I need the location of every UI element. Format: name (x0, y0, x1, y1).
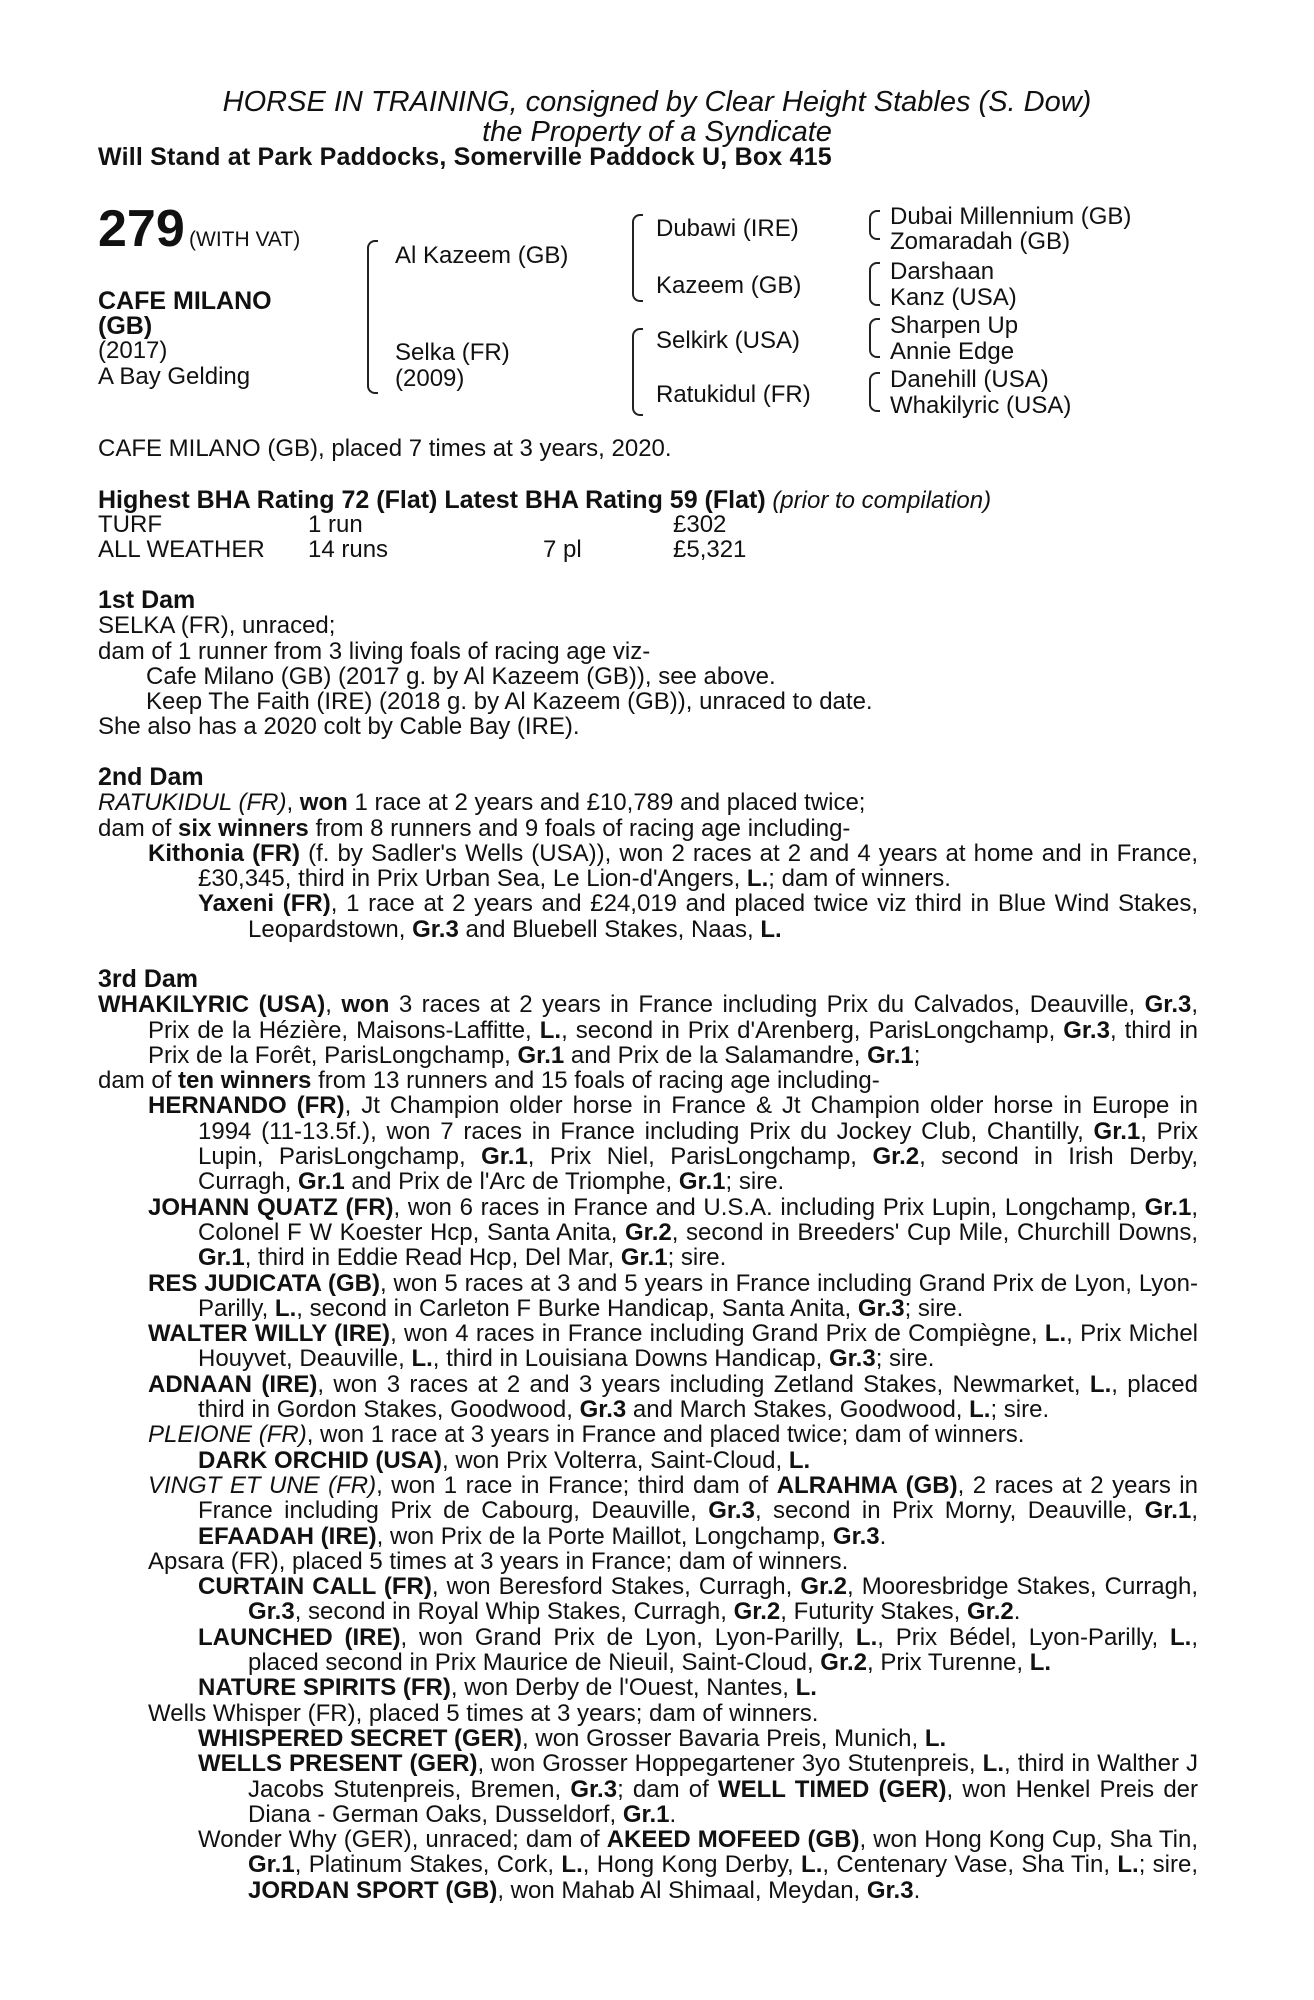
text: ; (913, 1041, 921, 1069)
text: , won 1 race in France; third dam of (376, 1471, 777, 1499)
text: , Centenary Vase, Sha Tin, (822, 1851, 1118, 1879)
text: , Prix Lupin, ParisLongchamp, (198, 1117, 1198, 1171)
grade: L. (1044, 1320, 1067, 1348)
text: , placed second in Prix Maurice de Nieuil, Saint-Cloud, (248, 1623, 1198, 1677)
pedigree-dds: Danehill (USA) (890, 366, 1049, 393)
grade: Gr.3 (579, 1396, 627, 1424)
horse-name: RES JUDICATA (GB) (148, 1269, 380, 1297)
grade: Gr.1 (517, 1041, 565, 1069)
first-dam-line: Cafe Milano (GB) (2017 g. by Al Kazeem (GB)), see above. (146, 662, 776, 690)
produce-entry (98, 1726, 1198, 1751)
text: Apsara (FR), placed 5 times at 3 years in France; dam of winners. (148, 1547, 849, 1575)
race-summary: CAFE MILANO (GB), placed 7 times at 3 years, 2020. (98, 435, 672, 462)
perf-runs: 1 run (308, 511, 363, 538)
text: , won Mahab Al Shimaal, Meydan, (497, 1876, 867, 1904)
horse-name: DARK ORCHID (USA) (198, 1446, 442, 1474)
text: dam of (98, 1067, 179, 1095)
grade: Gr.3 (832, 1522, 880, 1550)
winners-count: six winners (178, 814, 309, 842)
pedigree-brace-ds (869, 318, 880, 358)
text: , second in Prix Morny, Deauville, (754, 1497, 1145, 1525)
grade: Gr.1 (620, 1244, 668, 1272)
text: , Mooresbridge Stakes, Curragh, (847, 1573, 1199, 1601)
text: , Prix Bédel, Lyon-Parilly, (877, 1623, 1170, 1651)
produce-entry (98, 1093, 1198, 1194)
text: , Hong Kong Derby, (582, 1851, 802, 1879)
text: , second in Irish Derby, Curragh, (198, 1143, 1198, 1196)
produce-entry (98, 1372, 1198, 1423)
won-label: won (299, 789, 348, 817)
grade: L. (760, 915, 782, 943)
text: , placed third in Gordon Stakes, Goodwood, (198, 1370, 1198, 1424)
third-dam-entry: WHAKILYRIC (USA), won 3 races at 2 years in France including Prix du Calvados, Deauville, Gr.3, Prix de la Hézière, Maisons-Laffitte, L., second in Prix d'Arenberg, ParisLongchamp, Gr.3, third in Prix de la Forêt, ParisLongchamp, Gr.1 and Prix de la Salamandre, Gr.1; (98, 991, 1199, 1069)
text: , won Hong Kong Cup, Sha Tin, (859, 1826, 1199, 1854)
perf-runs: 14 runs (308, 536, 389, 563)
horse-name: WELLS PRESENT (GER) (198, 1750, 478, 1778)
text: , second in Prix d'Arenberg, ParisLongchamp, (561, 1016, 1064, 1044)
horse-name: Kithonia (FR) (148, 839, 301, 867)
text: 1 race at 2 years and £10,789 and placed twice; (347, 789, 866, 817)
pedigree-brace-sd (869, 262, 880, 306)
pedigree-sire-dam: Kazeem (GB) (656, 272, 802, 299)
grade: Gr.1 (298, 1168, 345, 1196)
text: ; dam of (617, 1775, 718, 1803)
text: . (1013, 1598, 1021, 1626)
grade: L. (746, 865, 769, 893)
text: , third in Prix de la Forêt, ParisLongchamp, (148, 1016, 1198, 1069)
text: Wells Whisper (FR), placed 5 times at 3 years; dam of winners. (148, 1699, 819, 1727)
perf-earnings: £5,321 (673, 536, 747, 563)
text: , won 4 races in France including Grand Prix de Compiègne, (390, 1320, 1045, 1348)
grade: Gr.2 (967, 1598, 1014, 1626)
grade: L. (982, 1750, 1004, 1778)
grade: Gr.3 (866, 1876, 914, 1904)
grade: Gr.1 (1144, 1497, 1192, 1525)
grade: Gr.1 (622, 1800, 670, 1828)
first-dam-section (98, 588, 1198, 740)
perf-surface: ALL WEATHER (98, 536, 265, 563)
lot-number: 279 (98, 200, 185, 258)
text: , won 3 races at 2 and 3 years including Zetland Stakes, Newmarket, (317, 1370, 1090, 1398)
produce-entry (98, 841, 1198, 892)
produce-entry (98, 1574, 1198, 1625)
grade: Gr.3 (1144, 991, 1192, 1019)
horse-name: Yaxeni (FR) (198, 890, 331, 918)
first-dam-line: Keep The Faith (IRE) (2018 g. by Al Kazeem (GB)), unraced to date. (146, 688, 873, 716)
first-dam-line: dam of 1 runner from 3 living foals of racing age viz- (98, 637, 651, 665)
pedigree-ddd: Whakilyric (USA) (890, 392, 1072, 419)
text: and Bluebell Stakes, Naas, (458, 915, 761, 943)
first-dam-line: She also has a 2020 colt by Cable Bay (IRE). (98, 713, 580, 741)
text: , second in Royal Whip Stakes, Curragh, (294, 1598, 734, 1626)
grade: L. (411, 1345, 433, 1373)
produce-entry (98, 1473, 1198, 1549)
text: , won Beresford Stakes, Curragh, (431, 1573, 801, 1601)
text: , won Grosser Bavaria Preis, Munich, (522, 1724, 925, 1752)
horse-name: HERNANDO (FR) (148, 1092, 345, 1120)
grade: Gr.1 (867, 1041, 914, 1069)
text: , third in Walther J Jacobs Stutenpreis, Bremen, (248, 1750, 1199, 1803)
rating-line (98, 487, 991, 514)
text: , won 1 race at 3 years in France and placed twice; dam of winners. (306, 1421, 1025, 1449)
stand-line: Will Stand at Park Paddocks, Somerville Paddock U, Box 415 (98, 143, 832, 171)
text: , won Grosser Hoppegartener 3yo Stutenpreis, (477, 1750, 983, 1778)
text: , 1 race at 2 years and £24,019 and placed twice viz third in Blue Wind Stakes, Leopardstown, (248, 890, 1199, 943)
pedigree-sire-sire: Dubawi (IRE) (656, 215, 799, 242)
text: , won Grand Prix de Lyon, Lyon-Parilly, (400, 1623, 856, 1651)
pedigree-brace-ss (869, 210, 880, 240)
text: ; sire. (667, 1244, 727, 1272)
text: from 8 runners and 9 foals of racing age including- (308, 814, 851, 842)
text: , Prix Michel Houyvet, Deauville, (198, 1320, 1199, 1373)
text: from 13 runners and 15 foals of racing age including- (311, 1067, 880, 1095)
horse-name: EFAADAH (IRE) (198, 1522, 377, 1550)
produce-entry (98, 1321, 1198, 1372)
horse-name: AKEED MOFEED (GB) (606, 1826, 860, 1854)
text: ; sire, (1138, 1851, 1199, 1879)
consignor-line: HORSE IN TRAINING, consigned by Clear Height Stables (S. Dow) (222, 86, 1092, 118)
rating-text: Highest BHA Rating 72 (Flat) Latest BHA Rating 59 (Flat) (98, 486, 766, 514)
horse-name: VINGT ET UNE (FR) (148, 1471, 377, 1499)
text: , Futurity Stakes, (780, 1598, 968, 1626)
text: , won Derby de l'Ouest, Nantes, (450, 1674, 796, 1702)
grade: Gr.3 (1063, 1016, 1110, 1044)
produce-entry (98, 1625, 1198, 1676)
grade: L. (1029, 1649, 1052, 1677)
text: 3 races at 2 years in France including Prix du Calvados, Deauville, (389, 991, 1145, 1019)
grade: Gr.2 (820, 1649, 867, 1677)
grade: Gr.3 (248, 1598, 295, 1626)
text: . (669, 1800, 677, 1828)
pedigree-sds: Darshaan (890, 258, 995, 285)
pedigree-sdd: Kanz (USA) (890, 284, 1017, 311)
produce-entry (98, 1549, 1198, 1574)
text: , Prix Niel, ParisLongchamp, (527, 1143, 873, 1171)
pedigree-sss: Dubai Millennium (GB) (890, 203, 1132, 230)
vat-label: (WITH VAT) (189, 228, 301, 251)
grade: Gr.1 (1093, 1117, 1141, 1145)
perf-surface: TURF (98, 511, 162, 538)
grade: Gr.2 (872, 1143, 920, 1171)
text: , won 5 races at 3 and 5 years in France including Grand Prix de Lyon, Lyon-Parilly, (198, 1269, 1198, 1322)
pedigree-dss: Sharpen Up (890, 312, 1019, 339)
grade: Gr.3 (708, 1497, 755, 1525)
third-dam-title: 3rd Dam (98, 965, 199, 993)
grade: L. (1170, 1623, 1192, 1651)
foaling-year: (2017) (98, 337, 168, 364)
grade: L. (539, 1016, 562, 1044)
text: ; sire. (725, 1168, 785, 1196)
horse-name: JORDAN SPORT (GB) (248, 1876, 498, 1904)
second-dam-line: RATUKIDUL (FR), won 1 race at 2 years and £10,789 and placed twice; (98, 789, 866, 817)
text: , second in Carleton F Burke Handicap, Santa Anita, (296, 1294, 858, 1322)
produce-entry (98, 1675, 1198, 1700)
grade: Gr.3 (570, 1775, 618, 1803)
grade: Gr.2 (625, 1218, 672, 1246)
second-dam-section (98, 765, 1198, 942)
table-row (98, 512, 746, 537)
text: , 2 races at 2 years in France including Prix de Cabourg, Deauville, (198, 1471, 1198, 1525)
dam-name: RATUKIDUL (FR) (98, 789, 287, 817)
performance-table (98, 512, 746, 562)
grade: L. (1117, 1851, 1139, 1879)
horse-name: WHAKILYRIC (USA) (98, 991, 326, 1019)
text: , won Prix Volterra, Saint-Cloud, (441, 1446, 789, 1474)
grade: L. (274, 1294, 297, 1322)
horse-name: CURTAIN CALL (FR) (198, 1573, 432, 1601)
grade: Gr.2 (733, 1598, 781, 1626)
pedigree-brace-sire (632, 214, 643, 302)
horse-name: WHISPERED SECRET (GER) (198, 1724, 523, 1752)
text: , second in Breeders' Cup Mile, Churchill Downs, (671, 1218, 1199, 1246)
won-label: won (341, 991, 390, 1019)
property-line: the Property of a Syndicate (482, 116, 832, 148)
rating-note: (prior to compilation) (772, 487, 992, 514)
produce-entry (98, 1751, 1198, 1827)
text: , Platinum Stakes, Cork, (294, 1851, 562, 1879)
grade: L. (801, 1851, 823, 1879)
grade: Gr.1 (481, 1143, 528, 1171)
text: and Prix de la Salamandre, (564, 1041, 868, 1069)
grade: L. (561, 1851, 583, 1879)
text: , Jt Champion older horse in France & Jt Champion older horse in Europe in 1994 (11-13.5f.), won 7 races in France including Prix du Jockey Club, Chantilly, (198, 1092, 1198, 1145)
text: and Prix de l'Arc de Triomphe, (344, 1168, 679, 1196)
text: , third in Eddie Read Hcp, Del Mar, (244, 1244, 621, 1272)
horse-name: JOHANN QUATZ (FR) (148, 1193, 394, 1221)
text: , won Prix de la Porte Maillot, Longchamp, (376, 1522, 833, 1550)
perf-placed: 7 pl (543, 536, 582, 563)
grade: L. (788, 1446, 811, 1474)
grade: Gr.3 (857, 1294, 905, 1322)
text: ; dam of winners. (768, 865, 951, 893)
text: (f. by Sadler's Wells (USA)), won 2 races at 2 and 4 years at home and in France, £30,345, third in Prix Urban Sea, Le Lion-d'Angers, (198, 839, 1198, 893)
grade: Gr.1 (248, 1851, 295, 1879)
horse-name: CAFE MILANO (98, 287, 272, 315)
grade: Gr.3 (829, 1345, 876, 1373)
text: Wonder Why (GER), unraced; dam of (198, 1826, 607, 1854)
text: ; sire. (990, 1396, 1050, 1424)
produce-entry (98, 1701, 1198, 1726)
grade: L. (924, 1724, 947, 1752)
horse-name: ALRAHMA (GB) (776, 1471, 958, 1499)
grade: L. (795, 1674, 817, 1702)
text: . (879, 1522, 887, 1550)
text: ; sire. (904, 1294, 964, 1322)
grade: L. (1089, 1370, 1112, 1398)
horse-country: (GB) (98, 312, 153, 340)
horse-name: PLEIONE (FR) (148, 1421, 307, 1449)
text: and March Stakes, Goodwood, (626, 1396, 970, 1424)
text: , third in Louisiana Downs Handicap, (432, 1345, 829, 1373)
produce-entry (98, 1422, 1198, 1447)
grade: Gr.1 (1144, 1193, 1192, 1221)
grade: Gr.3 (412, 915, 459, 943)
pedigree-dam-year: (2009) (395, 365, 465, 392)
pedigree-brace-dd (869, 372, 880, 412)
second-dam-title: 2nd Dam (98, 763, 204, 791)
produce-entry (98, 1271, 1198, 1322)
text: , (1191, 1497, 1198, 1525)
horse-description: A Bay Gelding (98, 363, 251, 390)
pedigree-dam-sire: Selkirk (USA) (656, 327, 801, 354)
produce-entry (98, 1448, 1198, 1473)
horse-name: WELL TIMED (GER) (717, 1775, 947, 1803)
grade: L. (969, 1396, 991, 1424)
pedigree-sire: Al Kazeem (GB) (395, 242, 569, 269)
pedigree-dam: Selka (FR) (395, 339, 510, 366)
pedigree-dsd: Annie Edge (890, 338, 1015, 365)
winners-count: ten winners (178, 1067, 312, 1095)
grade: L. (855, 1623, 878, 1651)
text: ; sire. (875, 1345, 935, 1373)
perf-placed (543, 512, 673, 537)
grade: Gr.2 (800, 1573, 848, 1601)
text: , Prix Turenne, (867, 1649, 1030, 1677)
perf-earnings: £302 (673, 511, 727, 538)
text: , Prix de la Hézière, Maisons-Laffitte, (148, 991, 1199, 1044)
pedigree-dam-dam: Ratukidul (FR) (656, 381, 811, 408)
third-dam-line (98, 1068, 1198, 1093)
text: dam of (98, 814, 179, 842)
pedigree-brace-dam (632, 328, 643, 416)
first-dam-line: SELKA (FR), unraced; (98, 612, 336, 640)
text: , won 6 races in France and U.S.A. including Prix Lupin, Longchamp, (393, 1193, 1145, 1221)
text: . (913, 1876, 921, 1904)
text: , won Henkel Preis der Diana - German Oaks, Dusseldorf, (248, 1775, 1199, 1828)
produce-entry (98, 1195, 1198, 1271)
produce-entry (98, 1827, 1198, 1903)
pedigree-ssd: Zomaradah (GB) (890, 228, 1071, 255)
grade: Gr.1 (198, 1244, 245, 1272)
text: , Colonel F W Koester Hcp, Santa Anita, (198, 1193, 1198, 1246)
pedigree-brace-gen1 (367, 240, 378, 394)
second-dam-line (98, 816, 1198, 841)
grade: Gr.1 (678, 1168, 726, 1196)
table-row (98, 537, 746, 562)
horse-name: NATURE SPIRITS (FR) (198, 1674, 451, 1702)
horse-name: WALTER WILLY (IRE) (148, 1320, 391, 1348)
produce-entry (98, 891, 1198, 942)
first-dam-title: 1st Dam (98, 586, 196, 614)
third-dam-section (98, 967, 1198, 1903)
horse-name: ADNAAN (IRE) (148, 1370, 318, 1398)
horse-name: LAUNCHED (IRE) (198, 1623, 401, 1651)
